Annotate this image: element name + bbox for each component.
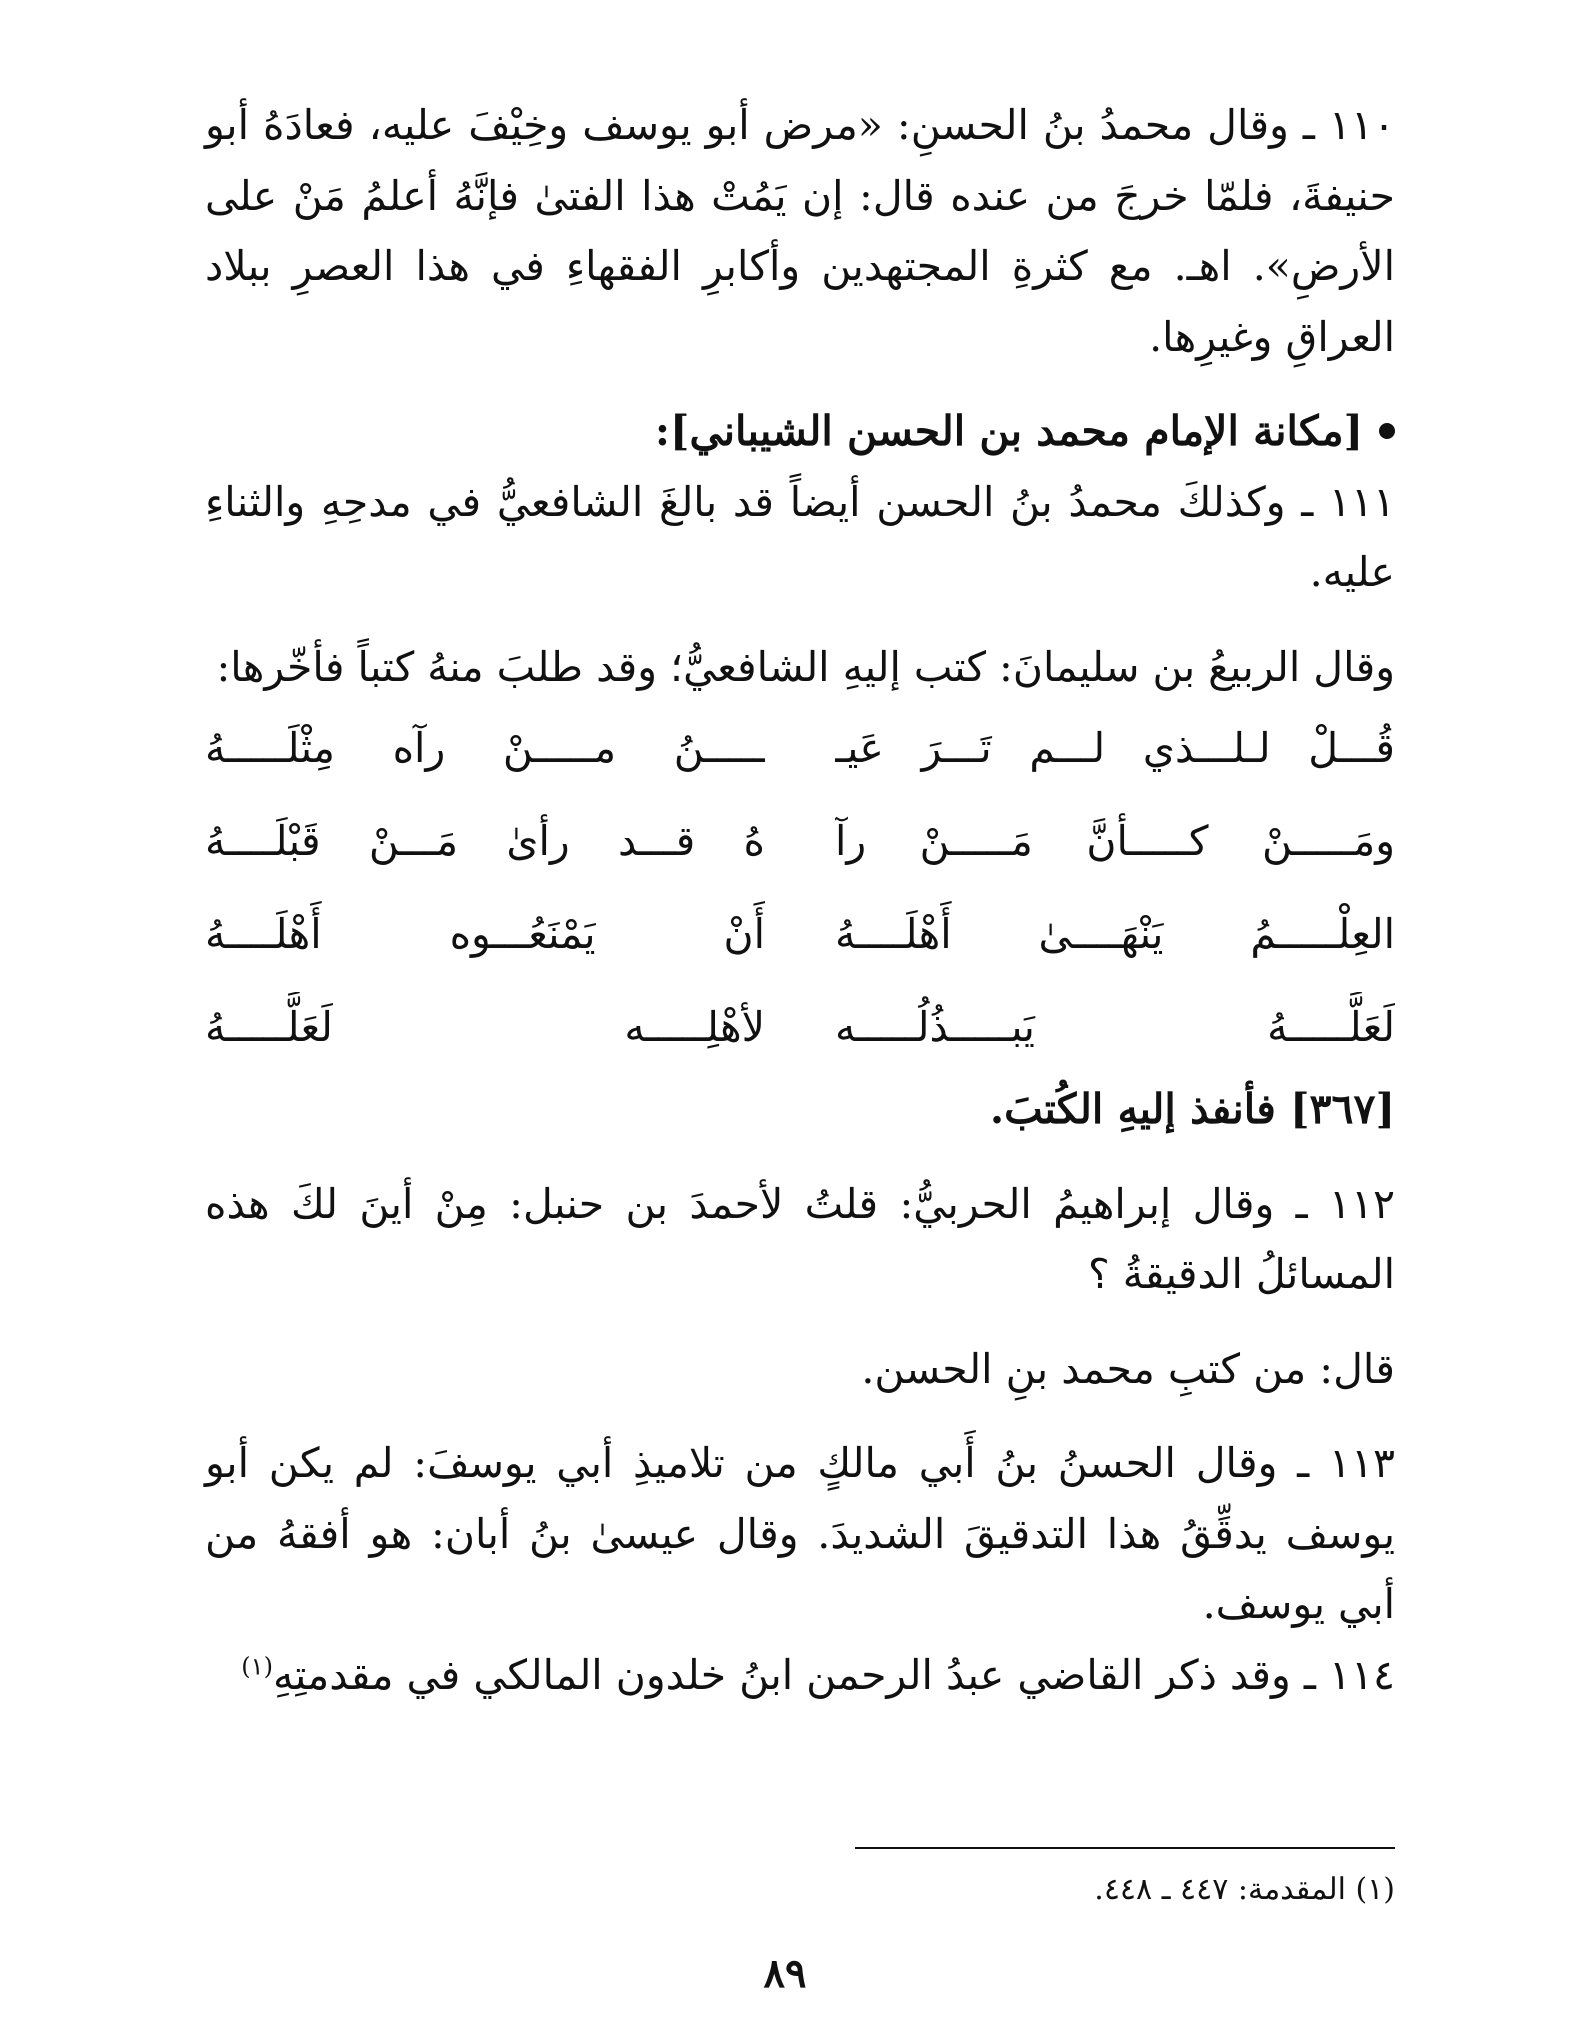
section-heading-text: [مكانة الإمام محمد بن الحسن الشيباني]: [654, 407, 1363, 456]
poem-hemistich-second: لأهْلِـــــه لَعَلَّـــــهُ [205, 1003, 765, 1052]
spacer [205, 608, 1395, 632]
paragraph-113: ١١٣ ـ وقال الحسنُ بنُ أَبي مالكٍ من تلاميذِ أبي يوسفَ: لم يكن أبو يوسف يدقِّقُ هذا التدقيقَ الشديدَ. وقال عيسىٰ بنُ أبان: هو أفقهُ من أبي يوسف. [205, 1439, 1395, 1629]
poem [205, 702, 1395, 1074]
page-number: ٨٩ [763, 1950, 807, 1997]
poem-hemistich-second: ـــــنُ مـــــنْ رآه مِثْلَـــــهُ [205, 724, 765, 773]
anfadh-line: [٣٦٧] فأنفذ إليهِ الكُتبَ. [989, 1085, 1395, 1134]
rabi-intro: وقال الربيعُ بن سليمانَ: كتب إليهِ الشافعيُّ؛ وقد طلبَ منهُ كتباً فأخّرها: [216, 642, 1395, 691]
section-heading [205, 396, 1395, 467]
footnote-marker[interactable]: (١) [241, 1652, 273, 1681]
bullet-icon [1379, 423, 1395, 439]
poem-hemistich-second: أَنْ يَمْنَعُـــوه أَهْلَــــهُ [205, 910, 765, 959]
paragraph-111: ١١١ ـ وكذلكَ محمدُ بنُ الحسن أيضاً قد بالغَ الشافعيُّ في مدحِهِ والثناءِ عليه. [205, 477, 1395, 597]
paragraph-112: ١١٢ ـ وقال إبراهيمُ الحربيُّ: قلتُ لأحمدَ بن حنبل: مِنْ أينَ لكَ هذه المسائلُ الدقيقةُ ؟ [205, 1179, 1395, 1299]
page-body [205, 90, 1395, 1710]
qala-line: قال: من كتبِ محمد بنِ الحسن. [861, 1344, 1395, 1393]
paragraph-114 [205, 1640, 1395, 1711]
poem-verse [205, 702, 1395, 795]
poem-hemistich-first: لَعَلَّـــــهُ يَبـــــذُلُـــــه [835, 1003, 1395, 1052]
spacer [205, 1404, 1395, 1428]
poem-hemistich-first: ومَـــــنْ كـــــأنَّ مَـــــنْ رآ [835, 817, 1395, 866]
spacer [205, 372, 1395, 396]
footnote: (١) المقدمة: ٤٤٧ ـ ٤٤٨. [1094, 1872, 1395, 1907]
poem-hemistich-second: هُ قـــد رأىٰ مَـــنْ قَبْلَــــهُ [205, 817, 765, 866]
spacer [205, 1145, 1395, 1169]
paragraph-114-text: ١١٤ ـ وقد ذكر القاضي عبدُ الرحمن ابنُ خلدون المالكي في مقدمتِهِ [272, 1650, 1395, 1699]
poem-verse [205, 981, 1395, 1074]
poem-verse [205, 795, 1395, 888]
paragraph-110: ١١٠ ـ وقال محمدُ بنُ الحسنِ: «مرض أبو يوسف وخِيْفَ عليه، فعادَهُ أبو حنيفةَ، فلمّا خرجَ من عنده قال: إن يَمُتْ هذا الفتىٰ فإنَّهُ أعلمُ مَنْ على الأرضِ». اهـ. مع كثرةِ المجتهدين وأكابرِ الفقهاءِ في هذا العصرِ ببلاد العراقِ وغيرِها. [205, 101, 1395, 361]
poem-hemistich-first: قُـــلْ لـلـــذي لـــم تَـــرَ عَيـ [835, 724, 1395, 773]
poem-hemistich-first: العِلْـــــمُ يَنْهَــــىٰ أَهْلَــــهُ [835, 910, 1395, 959]
spacer [205, 1310, 1395, 1334]
poem-verse [205, 888, 1395, 981]
footnote-divider [855, 1847, 1395, 1849]
